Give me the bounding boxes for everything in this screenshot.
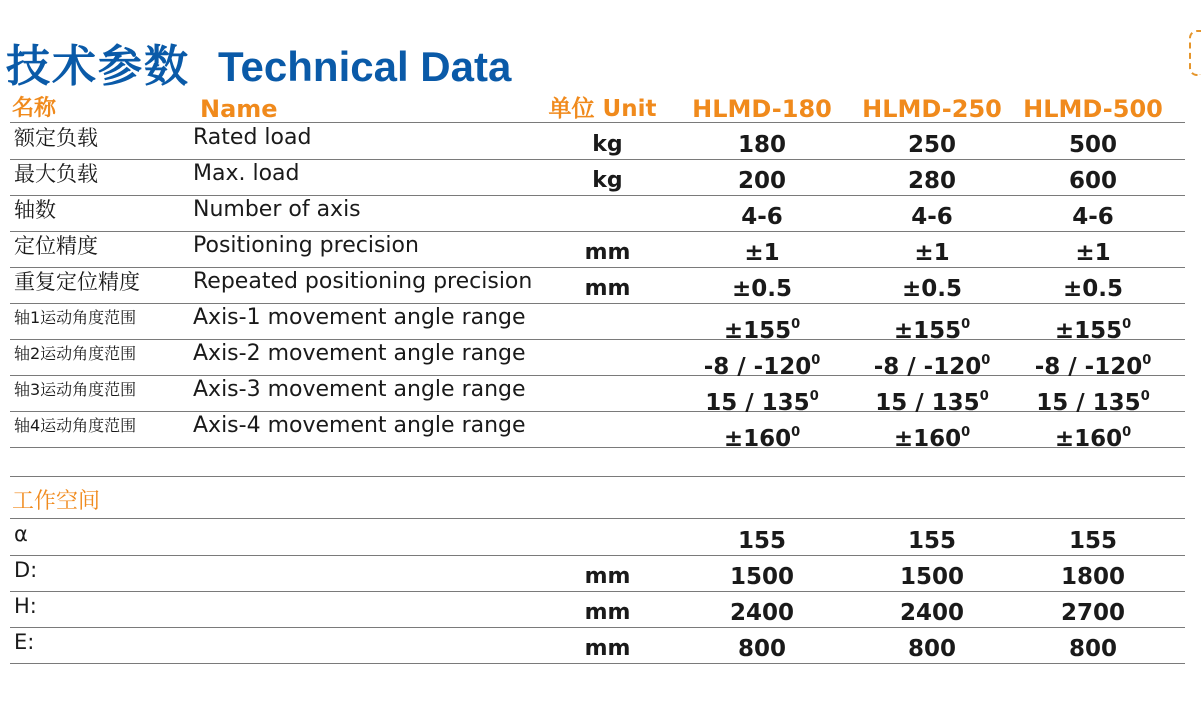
table-row (10, 411, 1185, 452)
row-value: $\pm 160^0$ (1054, 425, 1132, 452)
row-value: $\pm 155^0$ (1054, 317, 1132, 344)
row-value: ±1 (914, 240, 950, 266)
row-value: $\pm 160^0$ (723, 425, 801, 452)
row-unit: kg (592, 132, 623, 157)
row-en: Axis-2 movement angle range (193, 341, 526, 366)
row-value: 4-6 (1072, 204, 1114, 230)
row-value: 800 (737, 636, 786, 662)
row-unit: mm (584, 636, 631, 661)
row-value: $15 / 135^0$ (705, 389, 819, 416)
header-cn: 名称 (12, 96, 57, 121)
row-value: 1500 (729, 564, 794, 590)
row-value: 1500 (899, 564, 964, 590)
row-en: Positioning precision (193, 233, 419, 258)
row-unit: mm (584, 240, 631, 265)
row-value: 4-6 (911, 204, 953, 230)
table-header (10, 97, 1185, 123)
row-en: Axis-3 movement angle range (193, 377, 526, 402)
table-row (10, 303, 1185, 344)
row-value: ±1 (1075, 240, 1111, 266)
row-unit: mm (584, 276, 631, 301)
row-value: 500 (1068, 132, 1117, 158)
table-row (10, 375, 1185, 416)
table-row (10, 518, 1185, 556)
header-model: HLMD-180 (692, 95, 832, 123)
row-cn: 轴2运动角度范围 (14, 344, 137, 363)
table-row (10, 591, 1185, 628)
row-en: Axis-4 movement angle range (193, 413, 526, 438)
row-en: Max. load (193, 161, 300, 186)
corner-decoration (1189, 30, 1201, 76)
row-value: 250 (907, 132, 956, 158)
title-en: Technical Data (218, 43, 512, 90)
header-en: Name (200, 95, 278, 123)
row-cn: H: (14, 594, 37, 618)
row-value: ±0.5 (1062, 276, 1123, 302)
header-model: HLMD-250 (862, 95, 1002, 123)
row-value: 2400 (729, 600, 794, 626)
row-value: ±1 (744, 240, 780, 266)
table-row (10, 195, 1185, 232)
row-en: Axis-1 movement angle range (193, 305, 526, 330)
title-cn: 技术参数 (6, 41, 190, 92)
row-cn: 轴4运动角度范围 (14, 416, 137, 435)
table-row (10, 123, 1185, 160)
row-value: 155 (907, 528, 956, 554)
row-value: 2700 (1060, 600, 1125, 626)
row-cn: 最大负载 (14, 162, 98, 186)
page-title (6, 30, 512, 92)
row-value: 155 (737, 528, 786, 554)
row-unit (570, 195, 645, 231)
row-value: 600 (1068, 168, 1117, 194)
row-cn: E: (14, 630, 35, 654)
row-cn: 轴数 (14, 198, 56, 222)
row-value: $-8 / -120^0$ (1034, 353, 1152, 380)
row-cn: 定位精度 (14, 234, 98, 258)
row-unit: kg (592, 168, 623, 193)
row-unit: mm (584, 600, 631, 625)
row-value: ±0.5 (901, 276, 962, 302)
row-cn: 轴3运动角度范围 (14, 380, 137, 399)
workspace-label: 工作空间 (12, 489, 101, 514)
row-cn: 额定负载 (14, 126, 98, 150)
row-value: 200 (737, 168, 786, 194)
row-unit (570, 519, 645, 555)
row-cn: D: (14, 558, 38, 582)
row-value: 800 (1068, 636, 1117, 662)
row-value: 180 (737, 132, 786, 158)
row-value: $\pm 160^0$ (893, 425, 971, 452)
row-value: $\pm 155^0$ (723, 317, 801, 344)
row-value: 800 (907, 636, 956, 662)
divider (10, 476, 1185, 477)
header-model: HLMD-500 (1023, 95, 1163, 123)
row-cn: α (14, 522, 28, 546)
row-value: $15 / 135^0$ (875, 389, 989, 416)
row-value: 4-6 (741, 204, 783, 230)
row-value: ±0.5 (731, 276, 792, 302)
row-cn: 轴1运动角度范围 (14, 308, 137, 327)
row-en: Rated load (193, 125, 312, 150)
row-value: 280 (907, 168, 956, 194)
row-en: Repeated positioning precision (193, 269, 533, 294)
table-row (10, 627, 1185, 664)
table-row (10, 339, 1185, 380)
row-value: $15 / 135^0$ (1036, 389, 1150, 416)
table-row (10, 267, 1185, 304)
row-value: 1800 (1060, 564, 1125, 590)
row-value: $-8 / -120^0$ (703, 353, 821, 380)
row-value: 155 (1068, 528, 1117, 554)
row-value: $\pm 155^0$ (893, 317, 971, 344)
row-value: 2400 (899, 600, 964, 626)
table-row (10, 231, 1185, 268)
row-value: $-8 / -120^0$ (873, 353, 991, 380)
row-en: Number of axis (193, 197, 361, 222)
table-row (10, 555, 1185, 592)
row-cn: 重复定位精度 (14, 270, 140, 294)
header-unit: 单位 Unit (548, 96, 657, 122)
table-row (10, 159, 1185, 196)
row-unit: mm (584, 564, 631, 589)
